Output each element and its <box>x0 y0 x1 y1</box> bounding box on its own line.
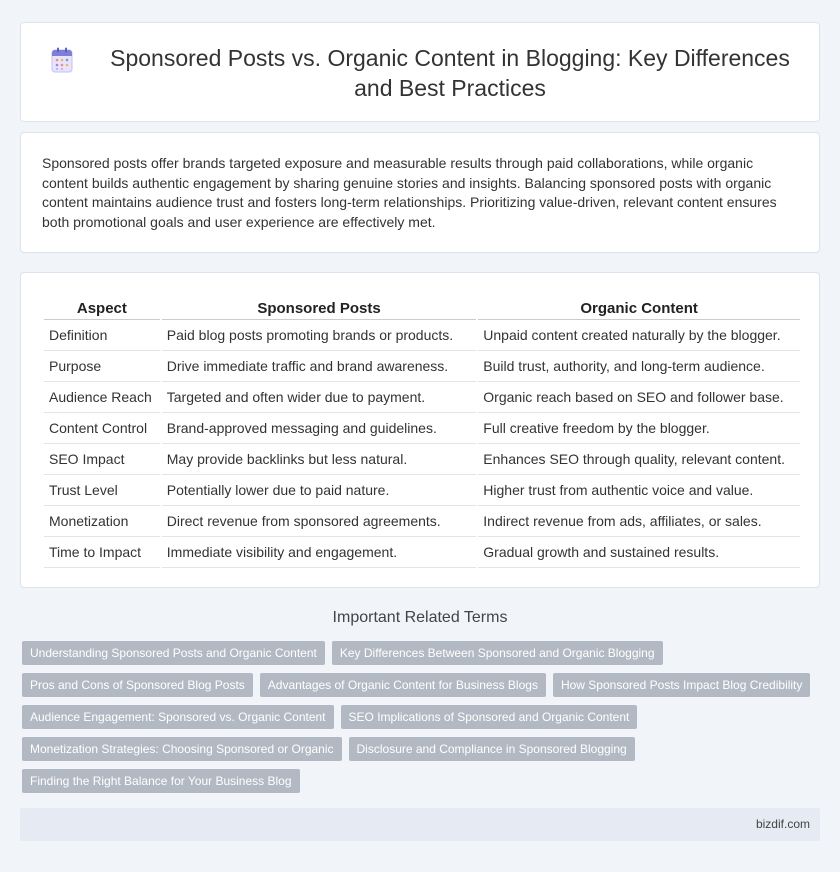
related-term-tag[interactable]: Finding the Right Balance for Your Business Blog <box>22 769 300 793</box>
cell-organic: Organic reach based on SEO and follower base. <box>478 382 800 413</box>
table-header-row <box>44 297 800 320</box>
site-link[interactable]: bizdif.com <box>755 817 810 831</box>
related-term-tag[interactable]: SEO Implications of Sponsored and Organic Content <box>341 705 638 729</box>
related-term-tag[interactable]: Key Differences Between Sponsored and Organic Blogging <box>332 641 663 665</box>
table-row <box>44 320 800 351</box>
related-term-tag[interactable]: Pros and Cons of Sponsored Blog Posts <box>22 673 253 697</box>
page-title: Sponsored Posts vs. Organic Content in Blogging: Key Differences and Best Practices <box>110 45 790 101</box>
comparison-table <box>42 297 802 568</box>
table-row <box>44 537 800 568</box>
cell-aspect: Purpose <box>44 351 160 382</box>
related-terms-list <box>22 641 822 793</box>
header-aspect: Aspect <box>44 297 160 320</box>
table-row <box>44 351 800 382</box>
cell-organic: Indirect revenue from ads, affiliates, or sales. <box>478 506 800 537</box>
cell-organic: Unpaid content created naturally by the blogger. <box>478 320 800 351</box>
cell-sponsored: Direct revenue from sponsored agreements. <box>162 506 477 537</box>
cell-aspect: Trust Level <box>44 475 160 506</box>
related-term-tag[interactable]: Monetization Strategies: Choosing Sponsored or Organic <box>22 737 342 761</box>
related-term-tag[interactable]: Understanding Sponsored Posts and Organic Content <box>22 641 325 665</box>
cell-aspect: Monetization <box>44 506 160 537</box>
cell-aspect: SEO Impact <box>44 444 160 475</box>
header-organic: Organic Content <box>478 297 800 320</box>
intro-paragraph: Sponsored posts offer brands targeted exposure and measurable results through paid collaborations, while organic content builds authentic engagement by sharing genuine stories and insights. Balancing sponsored posts with organic content maintains audience trust and fosters long-term relationships. Prioritizing value-driven, relevant content ensures both promotional goals and user experience are effectively met. <box>42 155 777 230</box>
cell-aspect: Time to Impact <box>44 537 160 568</box>
cell-organic: Gradual growth and sustained results. <box>478 537 800 568</box>
cell-organic: Enhances SEO through quality, relevant content. <box>478 444 800 475</box>
cell-sponsored: Drive immediate traffic and brand awareness. <box>162 351 477 382</box>
table-row <box>44 382 800 413</box>
cell-aspect: Content Control <box>44 413 160 444</box>
cell-sponsored: Targeted and often wider due to payment. <box>162 382 477 413</box>
related-term-tag[interactable]: Advantages of Organic Content for Business Blogs <box>260 673 546 697</box>
cell-sponsored: May provide backlinks but less natural. <box>162 444 477 475</box>
cell-sponsored: Immediate visibility and engagement. <box>162 537 477 568</box>
cell-sponsored: Potentially lower due to paid nature. <box>162 475 477 506</box>
cell-sponsored: Paid blog posts promoting brands or products. <box>162 320 477 351</box>
header-card <box>20 22 820 122</box>
related-terms-heading: Important Related Terms <box>332 609 508 626</box>
header-sponsored: Sponsored Posts <box>162 297 477 320</box>
related-term-tag[interactable]: Audience Engagement: Sponsored vs. Organic Content <box>22 705 334 729</box>
comparison-card <box>20 272 820 588</box>
cell-sponsored: Brand-approved messaging and guidelines. <box>162 413 477 444</box>
cell-organic: Full creative freedom by the blogger. <box>478 413 800 444</box>
cell-aspect: Audience Reach <box>44 382 160 413</box>
cell-aspect: Definition <box>44 320 160 351</box>
related-term-tag[interactable]: Disclosure and Compliance in Sponsored Blogging <box>349 737 635 761</box>
table-row <box>44 506 800 537</box>
table-row <box>44 475 800 506</box>
related-term-tag[interactable]: How Sponsored Posts Impact Blog Credibility <box>553 673 810 697</box>
table-row <box>44 413 800 444</box>
intro-card <box>20 132 820 253</box>
table-row <box>44 444 800 475</box>
footer-bar <box>20 808 820 841</box>
cell-organic: Higher trust from authentic voice and value. <box>478 475 800 506</box>
cell-organic: Build trust, authority, and long-term audience. <box>478 351 800 382</box>
